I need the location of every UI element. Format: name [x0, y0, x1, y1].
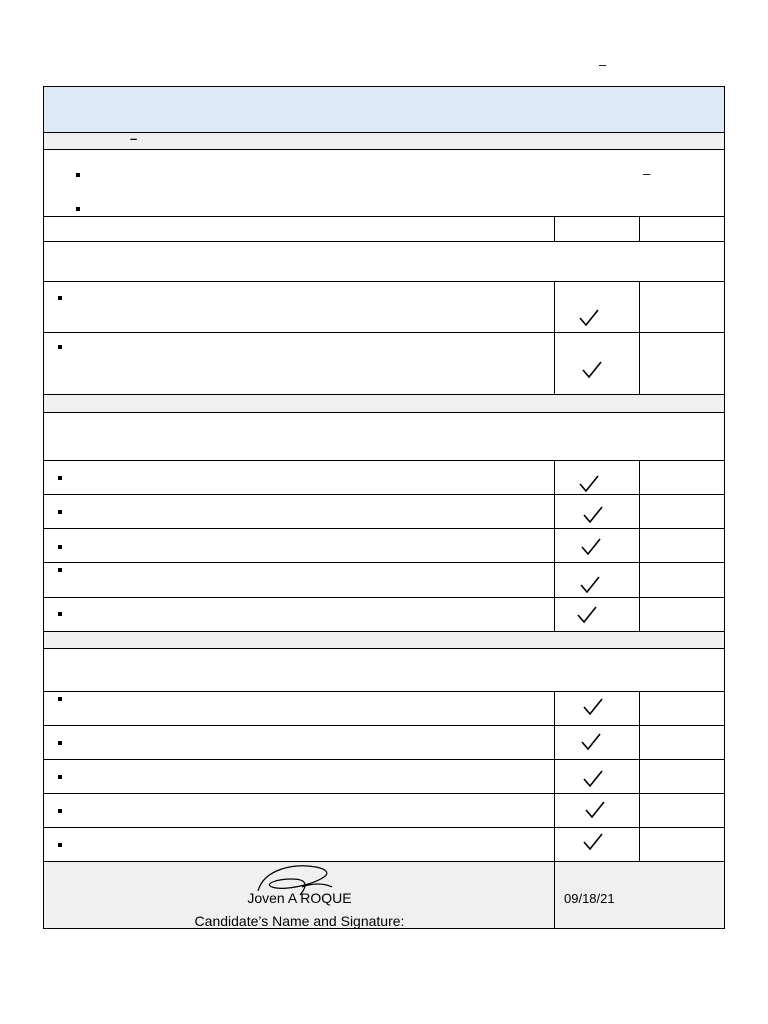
section-band — [44, 632, 724, 648]
divider — [44, 494, 724, 495]
checkmark-icon — [579, 575, 601, 595]
column-divider — [554, 216, 555, 241]
item-bullet — [58, 476, 62, 480]
intro-row-band — [44, 133, 724, 149]
section-band — [44, 395, 724, 412]
item-bullet — [58, 568, 62, 572]
divider — [44, 759, 724, 760]
item-bullet — [58, 843, 62, 847]
column-divider — [639, 691, 640, 861]
assessment-form — [43, 86, 725, 929]
divider — [44, 793, 724, 794]
checkmark-icon — [576, 605, 598, 625]
intro-bullet — [76, 207, 80, 211]
item-bullet — [58, 612, 62, 616]
checkmark-icon — [582, 697, 604, 717]
column-divider — [639, 460, 640, 631]
header-dash: – — [599, 57, 607, 72]
checkmark-icon — [584, 800, 606, 820]
divider — [44, 332, 724, 333]
candidate-name: Joven A ROQUE — [247, 890, 352, 906]
item-bullet — [58, 345, 62, 349]
checkmark-icon — [578, 474, 600, 494]
divider — [44, 648, 724, 649]
column-divider — [639, 281, 640, 394]
divider — [44, 725, 724, 726]
intro-list-dash: – — [643, 166, 651, 181]
item-bullet — [58, 809, 62, 813]
candidate-signature-label: Candidate’s Name and Signature: — [194, 913, 405, 929]
checkmark-icon — [580, 537, 602, 557]
divider — [44, 281, 724, 282]
divider — [44, 528, 724, 529]
checkmark-icon — [582, 769, 604, 789]
checkmark-icon — [582, 505, 604, 525]
column-divider — [554, 281, 555, 394]
intro-row-dash: – — [130, 131, 138, 146]
checkmark-icon — [580, 732, 602, 752]
column-divider — [639, 216, 640, 241]
column-divider — [554, 691, 555, 861]
item-bullet — [58, 296, 62, 300]
divider — [44, 562, 724, 563]
form-title-band — [44, 87, 724, 132]
item-bullet — [58, 741, 62, 745]
divider — [44, 691, 724, 692]
item-bullet — [58, 775, 62, 779]
checkmark-icon — [581, 360, 603, 380]
checkmark-icon — [582, 832, 604, 852]
column-divider — [554, 460, 555, 631]
checkmark-icon — [578, 308, 600, 328]
signature-date: 09/18/21 — [564, 891, 615, 906]
divider — [44, 597, 724, 598]
divider — [44, 216, 724, 217]
divider — [44, 460, 724, 461]
item-bullet — [58, 510, 62, 514]
divider — [44, 241, 724, 242]
item-bullet — [58, 545, 62, 549]
divider — [44, 412, 724, 413]
divider — [44, 827, 724, 828]
divider — [44, 149, 724, 150]
item-bullet — [58, 697, 62, 701]
intro-bullet — [76, 173, 80, 177]
